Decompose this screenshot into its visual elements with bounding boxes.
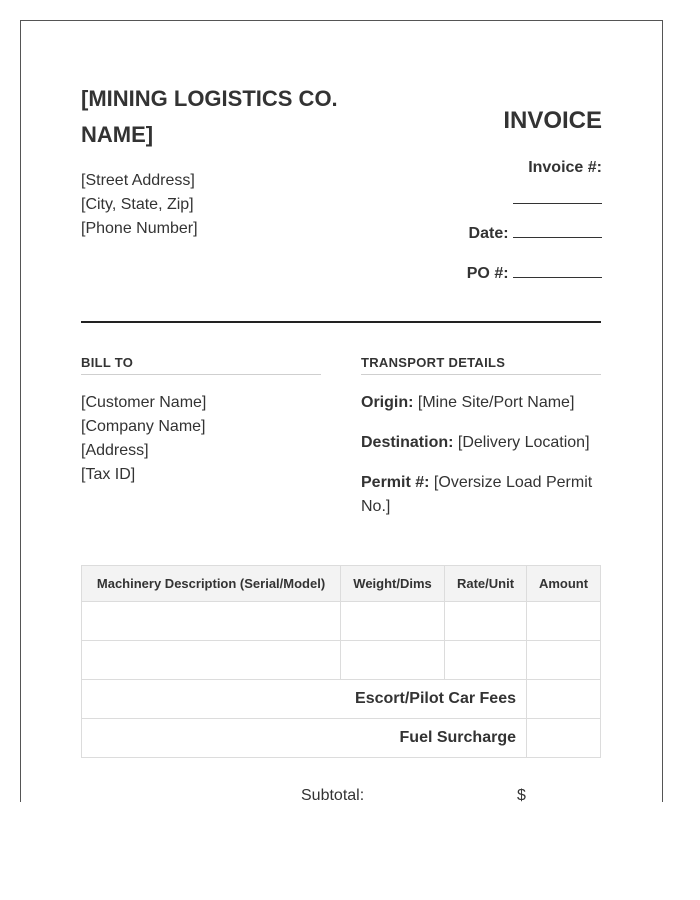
customer-address: [Address] bbox=[81, 442, 149, 459]
transport-details-block bbox=[361, 391, 601, 535]
permit-value: [Oversize Load Permit No.] bbox=[361, 474, 593, 515]
fuel-surcharge-row bbox=[82, 719, 601, 758]
fuel-surcharge-label: Fuel Surcharge bbox=[82, 719, 527, 758]
destination-value: [Delivery Location] bbox=[457, 434, 590, 451]
customer-company: [Company Name] bbox=[81, 418, 206, 435]
city-state-zip: [City, State, Zip] bbox=[81, 196, 194, 213]
destination-row bbox=[361, 431, 601, 455]
col-header-amount: Amount bbox=[527, 566, 601, 602]
company-name: [MINING LOGISTICS CO. NAME] bbox=[81, 86, 338, 147]
rate-cell[interactable] bbox=[445, 641, 527, 680]
permit-row bbox=[361, 471, 601, 519]
escort-fee-label: Escort/Pilot Car Fees bbox=[82, 680, 527, 719]
col-header-weight: Weight/Dims bbox=[341, 566, 445, 602]
date-field bbox=[469, 223, 602, 243]
origin-label: Origin: bbox=[361, 394, 414, 411]
description-cell[interactable] bbox=[82, 602, 341, 641]
table-row bbox=[82, 641, 601, 680]
permit-label: Permit #: bbox=[361, 474, 430, 491]
date-label: Date: bbox=[468, 225, 509, 242]
transport-details-heading: TRANSPORT DETAILS bbox=[361, 355, 601, 375]
bill-to-heading: BILL TO bbox=[81, 355, 321, 375]
date-blank[interactable] bbox=[513, 223, 602, 238]
description-cell[interactable] bbox=[82, 641, 341, 680]
escort-fee-amount-cell[interactable] bbox=[527, 680, 601, 719]
subtotal-currency: $ bbox=[517, 787, 526, 802]
col-header-rate: Rate/Unit bbox=[445, 566, 527, 602]
col-header-description: Machinery Description (Serial/Model) bbox=[82, 566, 341, 602]
street-address: [Street Address] bbox=[81, 172, 195, 189]
weight-cell[interactable] bbox=[341, 602, 445, 641]
machinery-table bbox=[81, 565, 601, 758]
invoice-title: INVOICE bbox=[503, 107, 602, 134]
invoice-number-blank[interactable] bbox=[513, 189, 602, 204]
amount-cell[interactable] bbox=[527, 602, 601, 641]
bill-to-block bbox=[81, 391, 206, 487]
customer-name: [Customer Name] bbox=[81, 394, 207, 411]
invoice-number-label: Invoice #: bbox=[528, 159, 602, 176]
phone-number: [Phone Number] bbox=[81, 220, 198, 237]
header-divider bbox=[81, 321, 601, 323]
po-label: PO #: bbox=[466, 265, 509, 282]
po-field bbox=[467, 263, 602, 283]
origin-value: [Mine Site/Port Name] bbox=[417, 394, 575, 411]
rate-cell[interactable] bbox=[445, 602, 527, 641]
table-row bbox=[82, 602, 601, 641]
po-blank[interactable] bbox=[513, 263, 602, 278]
destination-label: Destination: bbox=[361, 434, 454, 451]
table-header-row bbox=[82, 566, 601, 602]
company-address bbox=[81, 169, 198, 241]
customer-tax-id: [Tax ID] bbox=[81, 466, 136, 483]
escort-fee-row bbox=[82, 680, 601, 719]
subtotal-label: Subtotal: bbox=[301, 787, 365, 802]
fuel-surcharge-amount-cell[interactable] bbox=[527, 719, 601, 758]
weight-cell[interactable] bbox=[341, 641, 445, 680]
amount-cell[interactable] bbox=[527, 641, 601, 680]
invoice-number-field bbox=[513, 159, 602, 204]
origin-row bbox=[361, 391, 601, 415]
invoice-sheet bbox=[20, 20, 663, 802]
